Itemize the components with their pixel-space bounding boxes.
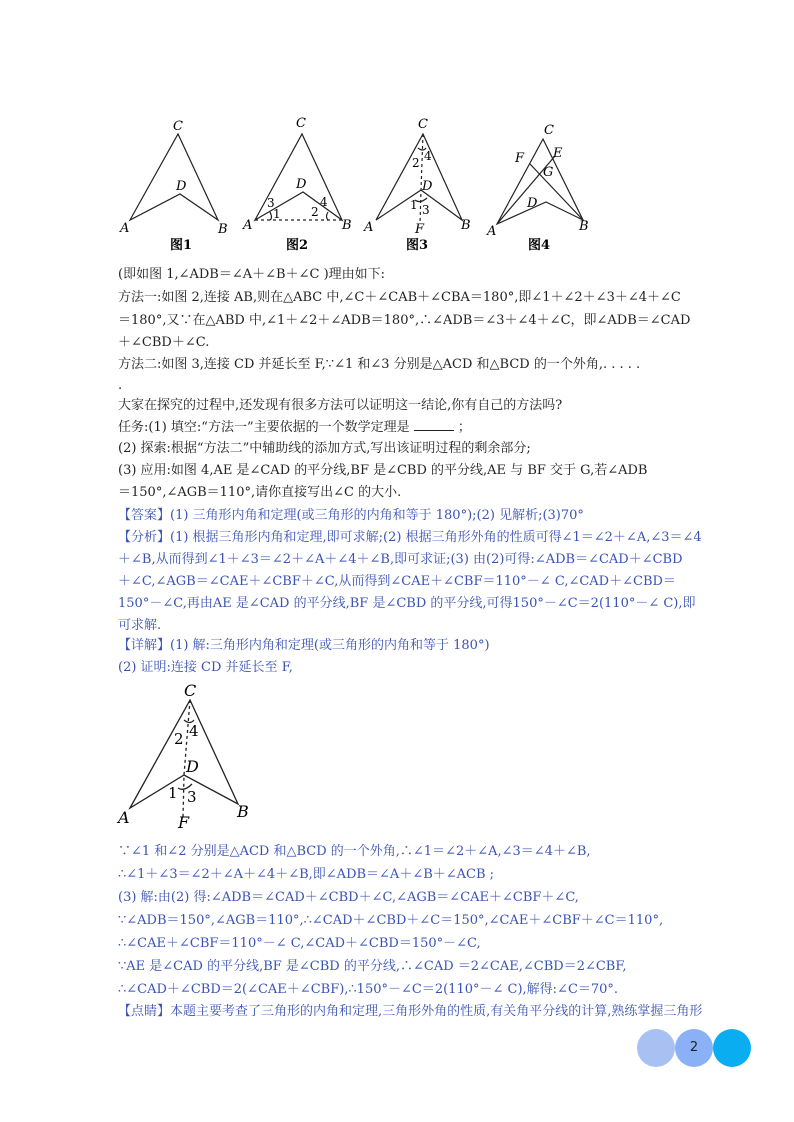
fig1-label-C: C: [173, 119, 183, 134]
fig3-label-C: C: [418, 117, 428, 132]
proof-line: ∵∠ADB＝150°,∠AGB＝110°,∴∠CAD＋∠CBD＋∠C＝150°,∠CAE＋∠CBF＋∠C＝110°,: [118, 913, 664, 928]
fig3-label-B: B: [461, 218, 471, 233]
fig4-caption: 图4: [528, 238, 551, 253]
fig2-angle-3: 3: [267, 196, 275, 210]
text-line: (2) 探索:根据“方法二”中辅助线的添加方式,写出该证明过程的剩余部分;: [118, 441, 531, 456]
fig3-label-D: D: [422, 179, 433, 194]
figure-4: [497, 139, 583, 224]
fig2-label-D: D: [296, 177, 307, 192]
fig4-label-B: B: [579, 219, 589, 234]
proof-line: ∵AE 是∠CAD 的平分线,BF 是∠CBD 的平分线,∴∠CAD ＝2∠CAE,∠CBD＝2∠CBF,: [118, 959, 627, 974]
fig2-label-B: B: [342, 218, 352, 233]
fig1-label-D: D: [176, 179, 187, 194]
fig2-angle-2: 2: [311, 205, 319, 219]
blank-suffix: ；: [457, 420, 471, 435]
fig3-caption: 图3: [406, 238, 429, 253]
proof-line: ∵∠1 和∠2 分别是△ACD 和△BCD 的一个外角,∴∠1＝∠2＋∠A,∠3＝∠4＋∠B,: [118, 844, 591, 859]
text-line: ＝180°,又∵在△ABD 中,∠1＋∠2＋∠ADB＝180°,∴∠ADB＝∠3＋∠4＋∠C，即∠ADB＝∠CAD: [118, 313, 691, 328]
figure-3: [376, 134, 462, 224]
bottom-label-B: B: [237, 802, 249, 821]
fig3-label-F: F: [415, 222, 425, 237]
answer-blank: [414, 418, 454, 431]
figure-bottom: [110, 680, 270, 830]
bottom-angle-3: 3: [187, 788, 197, 806]
bottom-angle-4: 4: [189, 722, 199, 740]
fig3-angle-4: 4: [424, 149, 432, 163]
bottom-label-D: D: [186, 757, 199, 776]
proof-line: ∴∠CAE＋∠CBF＝110°－∠ C,∠CAD＋∠CBD＝150°－∠C,: [118, 936, 481, 951]
fig4-label-C: C: [544, 123, 554, 138]
bottom-label-C: C: [184, 681, 197, 700]
fig2-angle-4: 4: [320, 195, 328, 209]
fig2-label-C: C: [296, 116, 306, 131]
text-line: 方法二:如图 3,连接 CD 并延长至 F,∵∠1 和∠3 分别是△ACD 和△BCD 的一个外角,. . . . .: [118, 357, 641, 372]
fig3-angle-1: 1: [410, 198, 418, 212]
fig1-label-B: B: [218, 222, 228, 237]
text-line: ＝150°,∠AGB＝110°,请你直接写出∠C 的大小.: [118, 485, 402, 500]
proof-line: ∴∠1＋∠3＝∠2＋∠A＋∠4＋∠B,即∠ADB＝∠A＋∠B＋∠ACB ;: [118, 867, 495, 882]
analysis-line: ＋∠C,∠AGB＝∠CAE＋∠CBF＋∠C,从而得到∠CAE＋∠CBF＝110°－∠ C,∠CAD＋∠CBD＝: [118, 574, 676, 589]
figures-top: [110, 112, 600, 257]
analysis-line: ＋∠B,从而得到∠1＋∠3＝∠2＋∠A＋∠4＋∠B,即可求证;(3) 由(2)可得:∠ADB＝∠CAD＋∠CBD: [118, 552, 683, 567]
detail-line: 【详解】(1) 解:三角形内角和定理(或三角形的内角和等于 180°): [118, 638, 490, 653]
badge-circle-left: [637, 1029, 675, 1067]
text-line: ＋∠CBD＋∠C.: [118, 335, 210, 350]
fig1-label-A: A: [120, 221, 130, 236]
text-line: 大家在探究的过程中,还发现有很多方法可以证明这一结论,你有自己的方法吗?: [118, 398, 563, 413]
fig1-caption: 图1: [170, 238, 193, 253]
task-text: 任务:(1) 填空:“方法一”主要依据的一个数学定理是: [118, 420, 410, 435]
badge-circle-right: [713, 1029, 751, 1067]
figure-1: [130, 134, 218, 220]
proof-line: ∴∠CAD＋∠CBD＝2(∠CAE＋∠CBF),∴150°－∠C＝2(110°－∠ C),解得:∠C＝70°.: [118, 982, 619, 997]
fig4-label-F: F: [515, 151, 525, 166]
answer-line: 【答案】(1) 三角形内角和定理(或三角形的内角和等于 180°);(2) 见解析;(3)70°: [118, 508, 584, 523]
text-line: (3) 应用:如图 4,AE 是∠CAD 的平分线,BF 是∠CBD 的平分线,AE 与 BF 交于 G,若∠ADB: [118, 463, 648, 478]
fig4-label-A: A: [487, 224, 497, 239]
fig2-angle-1: 1: [273, 207, 281, 221]
fig4-label-D: D: [527, 196, 538, 211]
bottom-label-A: A: [118, 808, 130, 827]
fig4-label-G: G: [543, 165, 554, 180]
detail-line: (2) 证明:连接 CD 并延长至 F,: [118, 660, 293, 675]
fig2-caption: 图2: [286, 238, 309, 253]
bottom-angle-1: 1: [168, 784, 178, 802]
analysis-line: 150°－∠C,再由AE 是∠CAD 的平分线,BF 是∠CBD 的平分线,可得150°－∠C＝2(110°－∠ C),即: [118, 596, 696, 611]
bottom-angle-2: 2: [174, 730, 184, 748]
comment-line: 【点睛】本题主要考查了三角形的内角和定理,三角形外角的性质,有关角平分线的计算,熟练掌握三角形: [118, 1004, 703, 1019]
fig2-label-A: A: [243, 218, 253, 233]
text-line: (即如图 1,∠ADB＝∠A＋∠B＋∠C )理由如下:: [118, 267, 386, 282]
page-number: 2: [689, 1040, 699, 1055]
fig3-label-A: A: [364, 220, 374, 235]
analysis-line: 可求解.: [118, 618, 162, 633]
bottom-label-F: F: [178, 813, 190, 830]
task-line: [118, 418, 471, 437]
fig3-angle-2: 2: [412, 156, 420, 170]
page-number-badge: [637, 1029, 752, 1067]
text-line: 方法一:如图 2,连接 AB,则在△ABC 中,∠C＋∠CAB＋∠CBA＝180°,即∠1＋∠2＋∠3＋∠4＋∠C: [118, 290, 681, 305]
text-line: .: [118, 378, 123, 393]
proof-line: (3) 解:由(2) 得:∠ADB＝∠CAD＋∠CBD＋∠C,∠AGB＝∠CAE＋∠CBF＋∠C,: [118, 890, 579, 905]
fig4-label-E: E: [553, 146, 563, 161]
fig3-angle-3: 3: [422, 203, 430, 217]
analysis-line: 【分析】(1) 根据三角形内角和定理,即可求解;(2) 根据三角形外角的性质可得∠1＝∠2＋∠A,∠3＝∠4: [118, 530, 702, 545]
